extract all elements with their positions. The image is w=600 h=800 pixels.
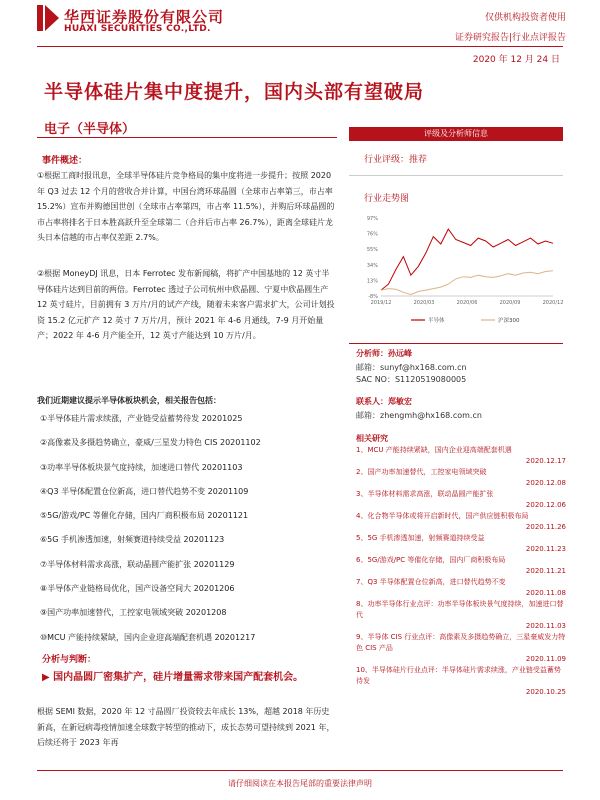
reports-intro: 我们近期建议提示半导体板块机会，相关报告包括： [37, 396, 221, 405]
report-item: ⑩MCU 产能持续紧缺，国内企业迎高端配套机遇 20201217 [40, 632, 256, 642]
events-heading: 事件概述： [42, 156, 88, 166]
event-paragraph-2: ②根据 MoneyDJ 讯息，日本 Ferrotec 发布新闻稿，将扩产中国基地的 12 英寸半导体硅片达到目前的两倍。Ferrotec 透过子公司杭州中欣晶圆、宁夏中欣晶圆生产 12 英寸硅片，目前拥有 3 万片/月的试产产线，随着未来客户需求扩大，公司计划投资 15.2 亿元扩产 12 英寸 7 万片/月，预计 2021 年 4-6 月通线，7-9 月开始量产；2022 年 4-6 月产能全开，12 英寸产能达到 10 万片/月。 [37, 269, 335, 340]
y-tick-label: 34% [366, 262, 378, 269]
contact-email[interactable]: 邮箱：zhengmh@hx168.com.cn [356, 411, 482, 420]
report-item: ⑤5G/游戏/PC 等催化存储，国内厂商积极布局 20201121 [40, 511, 249, 521]
report-item: ⑧半导体产业链格局优化，国产设备空间大 20201206 [40, 584, 235, 594]
related-research-item[interactable]: 3、半导体材料需求高涨，联动晶圆产能扩张 [356, 490, 494, 498]
analyst-email[interactable]: 邮箱：sunyf@hx168.com.cn [356, 363, 467, 372]
report-item: ⑨国产功率加速替代，工控家电领域突破 20201208 [40, 608, 227, 618]
related-research-item[interactable]: 8、功率半导体行业点评：功率半导体板块景气度持续，加速进口替代 [356, 600, 564, 619]
related-research-date: 2020.11.08 [525, 589, 566, 597]
y-tick-label: 76% [366, 231, 378, 238]
brand-name-cn: 华西证券股份有限公司 [64, 8, 225, 26]
related-research-date: 2020.12.08 [525, 479, 566, 487]
related-research-item[interactable]: 1、MCU 产能持续紧缺，国内企业迎高端配套机遇 [356, 446, 512, 454]
industry-rating: 行业评级：推荐 [364, 155, 428, 165]
report-item: ③功率半导体板块景气度持续，加速进口替代 20201103 [40, 462, 243, 472]
y-tick-label: 13% [366, 278, 378, 285]
related-research-item[interactable]: 6、5G/游戏/PC 等催化存储，国内厂商积极布局 [356, 556, 506, 564]
related-research-item[interactable]: 5、5G 手机渗透加速，射频赛道持续受益 [356, 534, 485, 542]
sector-label: 电子（半导体） [44, 122, 136, 137]
x-tick-label: 2020/06 [456, 300, 478, 306]
brand-name-en: HUAXI SECURITIES CO.,LTD. [64, 24, 211, 34]
related-research-date: 2020.12.06 [525, 501, 566, 509]
report-list [40, 411, 340, 654]
related-research-date: 2020.10.25 [525, 688, 566, 696]
contact-name: 联系人：郑敏宏 [356, 397, 412, 406]
analysis-bullet: ▶ 国内晶圆厂密集扩产，硅片增量需求带来国产配套机会。 [42, 672, 304, 683]
y-tick-label: 55% [366, 247, 378, 254]
x-tick-label: 2020/03 [413, 300, 435, 306]
sac-number: SAC NO：S1120519080005 [356, 375, 467, 384]
report-item: ①半导体硅片需求续涨，产业链受益蓄势待发 20201025 [40, 414, 243, 423]
sector-divider [37, 137, 337, 138]
analysis-heading: 分析与判断： [42, 655, 97, 665]
legal-notice: 请仔细阅读在本报告尾部的重要法律声明 [228, 779, 372, 788]
huaxi-logo-icon [37, 5, 59, 31]
related-research-date: 2020.11.09 [525, 655, 566, 663]
series-line-csi300 [381, 271, 553, 295]
report-type-tag: 证券研究报告|行业点评报告 [454, 33, 566, 43]
related-research-item[interactable]: 9、半导体 CIS 行业点评：高像素及多摄趋势确立，三星豪威发力特色 CIS 产品 [356, 633, 566, 652]
trend-chart [349, 210, 563, 330]
x-tick-label: 2019/12 [370, 300, 392, 306]
legend-label: 半导体 [428, 318, 445, 324]
related-research-date: 2020.11.03 [525, 622, 566, 630]
related-research-date: 2020.12.17 [525, 457, 566, 465]
related-research-item[interactable]: 4、化合物半导体或将开启新时代，国产供应链积极布局 [356, 512, 529, 520]
related-research-date: 2020.11.23 [525, 545, 566, 553]
related-research-date: 2020.11.26 [525, 523, 566, 531]
page-title: 半导体硅片集中度提升，国内头部有望破局 [44, 81, 425, 103]
report-item: ⑥5G 手机渗透加速，射频赛道持续受益 20201123 [40, 535, 225, 545]
y-tick-label: -8% [368, 294, 378, 300]
analyst-name: 分析师：孙远峰 [356, 349, 412, 358]
related-research-item[interactable]: 2、国产功率加速替代，工控家电领域突破 [356, 468, 487, 476]
x-tick-label: 2020/09 [499, 300, 521, 306]
related-research-item[interactable]: 7、Q3 半导体配置仓位新高，进口替代趋势不变 [356, 578, 506, 586]
report-item: ④Q3 半导体配置仓位新高，进口替代趋势不变 20201109 [40, 486, 249, 496]
report-date: 2020 年 12 月 24 日 [472, 55, 560, 65]
sidebar-divider [349, 343, 563, 344]
rating-box-title: 评级及分析师信息 [349, 127, 563, 141]
x-tick-label: 2020/12 [542, 300, 563, 306]
related-research-list [356, 445, 566, 698]
related-research-date: 2020.11.21 [525, 567, 566, 575]
report-item: ②高像素及多摄趋势确立，豪威/三星发力特色 CIS 20201102 [40, 438, 261, 448]
legend-label: 沪深300 [498, 318, 520, 324]
audience-tag: 仅供机构投资者使用 [484, 13, 566, 23]
event-paragraph-1: ①根据工商时报讯息，全球半导体硅片竞争格局的集中度将进一步提升；按照 2020 年 Q3 过去 12 个月的营收合并计算，中国台湾环球晶圆（全球市占率第三，市占率 15.2%）宣布并购德国世创（全球市占率第四，市占率 11.5%），并购后环球晶圆的市占率将排名于日本胜高跃升至全球第二（合并后市占率 26.7%），距离全球硅片龙头日本信越的市占率仅差距 2.7%。 [37, 171, 335, 242]
analysis-paragraph: 根据 SEMI 数据，2020 年 12 寸晶圆厂投资较去年成长 13%，超越 2018 年历史新高，在新冠病毒疫情加速全球数字转型的推动下，成长态势可望持续到 2021 年，后续还将于 2023 年再 [37, 707, 335, 747]
trend-chart-label: 行业走势图 [364, 194, 410, 204]
report-item: ⑦半导体材料需求高涨，联动晶圆产能扩张 20201129 [40, 559, 235, 569]
header-divider [37, 46, 563, 47]
related-research-heading: 相关研究 [356, 434, 388, 443]
y-tick-label: 97% [366, 216, 378, 222]
sidebar-divider [349, 175, 563, 176]
series-line-semiconductor [381, 229, 553, 290]
related-research-item[interactable]: 10、半导体硅片行业点评：半导体硅片需求续涨，产业链受益蓄势待发 [356, 666, 561, 685]
footer-divider [37, 770, 563, 771]
